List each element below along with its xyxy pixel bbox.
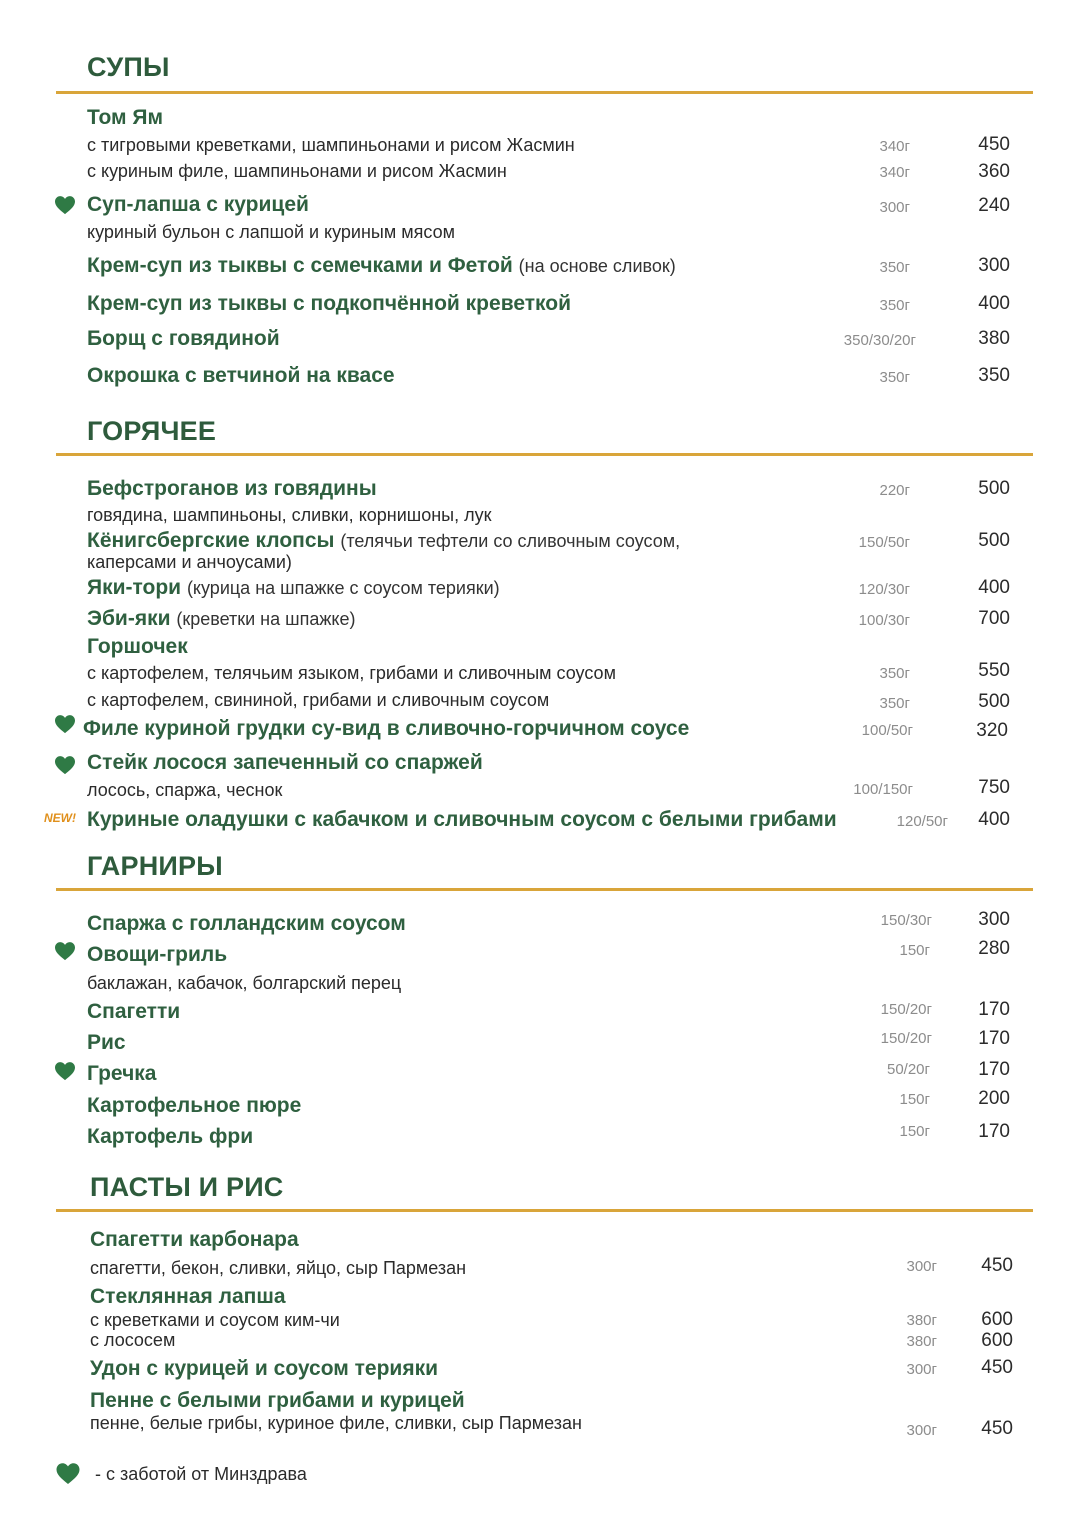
weight: 350г <box>879 297 910 314</box>
price: 450 <box>981 1357 1013 1378</box>
section-divider <box>56 91 1033 94</box>
dish-name-carbonara: Спагетти карбонара <box>90 1228 299 1251</box>
dish-name-fries: Картофель фри <box>87 1125 254 1148</box>
weight: 340г <box>879 138 910 155</box>
dish-description: баклажан, кабачок, болгарский перец <box>87 973 402 993</box>
dish-description: говядина, шампиньоны, сливки, корнишоны, лук <box>87 505 492 525</box>
dish-variant: с картофелем, телячьим языком, грибами и сливочным соусом <box>87 663 616 683</box>
section-divider <box>56 1209 1033 1212</box>
weight: 350/30/20г <box>843 332 916 349</box>
dish-name-asparagus: Спаржа с голландским соусом <box>87 912 406 935</box>
dish-note: (курица на шпажке с соусом терияки) <box>186 578 500 598</box>
dish-description: пенне, белые грибы, куриное филе, сливки, сыр Пармезан <box>90 1413 582 1433</box>
dish-name: Яки-тори <box>87 576 182 599</box>
dish-description: лосось, спаржа, чеснок <box>87 780 283 800</box>
weight: 380г <box>906 1333 937 1350</box>
price: 360 <box>978 161 1010 182</box>
price: 500 <box>978 478 1010 499</box>
dish-name-tom-yam: Том Ям <box>87 106 164 129</box>
dish-variant: с картофелем, свининой, грибами и сливочным соусом <box>87 690 550 710</box>
dish-name-grilled-vegetables: Овощи-гриль <box>87 943 228 966</box>
weight: 100/30г <box>858 612 910 629</box>
price: 320 <box>976 720 1008 741</box>
dish-note: (телячьи тефтели со сливочным соусом, <box>340 531 681 551</box>
price: 450 <box>981 1255 1013 1276</box>
weight: 100/150г <box>853 781 913 798</box>
price: 170 <box>978 1028 1010 1049</box>
dish-variant: с куриным филе, шампиньонами и рисом Жасмин <box>87 161 507 181</box>
dish-name-chicken-pancakes: Куриные оладушки с кабачком и сливочным соусом с белыми грибами <box>87 808 837 831</box>
weight: 300г <box>906 1361 937 1378</box>
price: 550 <box>978 660 1010 681</box>
dish-description: куриный бульон с лапшой и куриным мясом <box>87 222 455 242</box>
dish-name-beef-stroganoff: Бефстроганов из говядины <box>87 477 377 500</box>
weight: 150/30г <box>880 912 932 929</box>
heart-icon <box>54 195 76 215</box>
price: 170 <box>978 999 1010 1020</box>
dish-name-glass-noodles: Стеклянная лапша <box>90 1285 286 1308</box>
dish-name-mashed-potatoes: Картофельное пюре <box>87 1094 302 1117</box>
price: 600 <box>981 1330 1013 1351</box>
price: 350 <box>978 365 1010 386</box>
price: 450 <box>978 134 1010 155</box>
price: 600 <box>981 1309 1013 1330</box>
section-title-pasta-rice: ПАСТЫ И РИС <box>90 1172 284 1202</box>
dish-note-continued: каперсами и анчоусами) <box>87 552 292 572</box>
price: 170 <box>978 1059 1010 1080</box>
weight: 350г <box>879 369 910 386</box>
weight: 150/20г <box>880 1001 932 1018</box>
dish-name-pot: Горшочек <box>87 635 188 658</box>
dish-name-chicken-fillet: Филе куриной грудки су-вид в сливочно-горчичном соусе <box>83 717 690 740</box>
weight: 220г <box>879 482 910 499</box>
dish-name-pumpkin-shrimp: Крем-суп из тыквы с подкопчённой креветкой <box>87 292 571 315</box>
dish-variant: с лососем <box>90 1330 176 1350</box>
dish-name-pumpkin-feta <box>87 254 676 278</box>
heart-icon <box>55 1462 81 1485</box>
heart-icon <box>54 1061 76 1081</box>
heart-icon <box>54 755 76 775</box>
dish-name-klopsy <box>87 529 680 553</box>
dish-name-borsch: Борщ с говядиной <box>87 327 280 350</box>
weight: 300г <box>906 1422 937 1439</box>
price: 400 <box>978 577 1010 598</box>
dish-name-noodle-soup: Суп-лапша с курицей <box>87 193 309 216</box>
section-divider <box>56 888 1033 891</box>
weight: 300г <box>906 1258 937 1275</box>
dish-name-spaghetti: Спагетти <box>87 1000 181 1023</box>
dish-name: Крем-суп из тыквы с семечками и Фетой <box>87 254 513 277</box>
weight: 350г <box>879 665 910 682</box>
weight: 150г <box>899 1091 930 1108</box>
dish-name-buckwheat: Гречка <box>87 1062 157 1085</box>
heart-icon <box>54 714 76 734</box>
weight: 150г <box>899 942 930 959</box>
price: 380 <box>978 328 1010 349</box>
section-title-soups: СУПЫ <box>87 52 170 82</box>
dish-variant: с тигровыми креветками, шампиньонами и рисом Жасмин <box>87 135 575 155</box>
price: 170 <box>978 1121 1010 1142</box>
dish-name-rice: Рис <box>87 1031 126 1054</box>
weight: 120/30г <box>858 581 910 598</box>
weight: 100/50г <box>861 722 913 739</box>
section-title-hot: ГОРЯЧЕЕ <box>87 416 217 446</box>
section-divider <box>56 453 1033 456</box>
weight: 350г <box>879 259 910 276</box>
dish-name-udon: Удон с курицей и соусом терияки <box>90 1357 439 1380</box>
dish-name-salmon-steak: Стейк лосося запеченный со спаржей <box>87 751 483 774</box>
weight: 50/20г <box>886 1061 930 1078</box>
weight: 120/50г <box>896 813 948 830</box>
price: 300 <box>978 255 1010 276</box>
price: 500 <box>978 691 1010 712</box>
price: 400 <box>978 293 1010 314</box>
dish-variant: с креветками и соусом ким-чи <box>90 1310 340 1330</box>
price: 500 <box>978 530 1010 551</box>
dish-description: спагетти, бекон, сливки, яйцо, сыр Пармезан <box>90 1258 467 1278</box>
weight: 340г <box>879 164 910 181</box>
price: 300 <box>978 909 1010 930</box>
weight: 350г <box>879 695 910 712</box>
dish-name: Кёнигсбергские клопсы <box>87 529 335 552</box>
price: 700 <box>978 608 1010 629</box>
weight: 380г <box>906 1312 937 1329</box>
heart-icon <box>54 941 76 961</box>
legend-text: - с заботой от Минздрава <box>95 1464 307 1484</box>
weight: 300г <box>879 199 910 216</box>
dish-name-okroshka: Окрошка с ветчиной на квасе <box>87 364 395 387</box>
price: 750 <box>978 777 1010 798</box>
dish-name-yakitori <box>87 576 500 600</box>
price: 240 <box>978 195 1010 216</box>
price: 450 <box>981 1418 1013 1439</box>
dish-note: (на основе сливок) <box>518 256 676 276</box>
weight: 150/50г <box>858 534 910 551</box>
section-title-sides: ГАРНИРЫ <box>87 851 223 881</box>
price: 400 <box>978 809 1010 830</box>
price: 280 <box>978 938 1010 959</box>
dish-name: Эби-яки <box>87 607 171 630</box>
price: 200 <box>978 1088 1010 1109</box>
weight: 150/20г <box>880 1030 932 1047</box>
new-badge: NEW! <box>44 811 76 825</box>
dish-name-penne: Пенне с белыми грибами и курицей <box>90 1389 465 1412</box>
dish-note: (креветки на шпажке) <box>176 609 356 629</box>
dish-name-ebi-yaki <box>87 607 355 631</box>
weight: 150г <box>899 1123 930 1140</box>
